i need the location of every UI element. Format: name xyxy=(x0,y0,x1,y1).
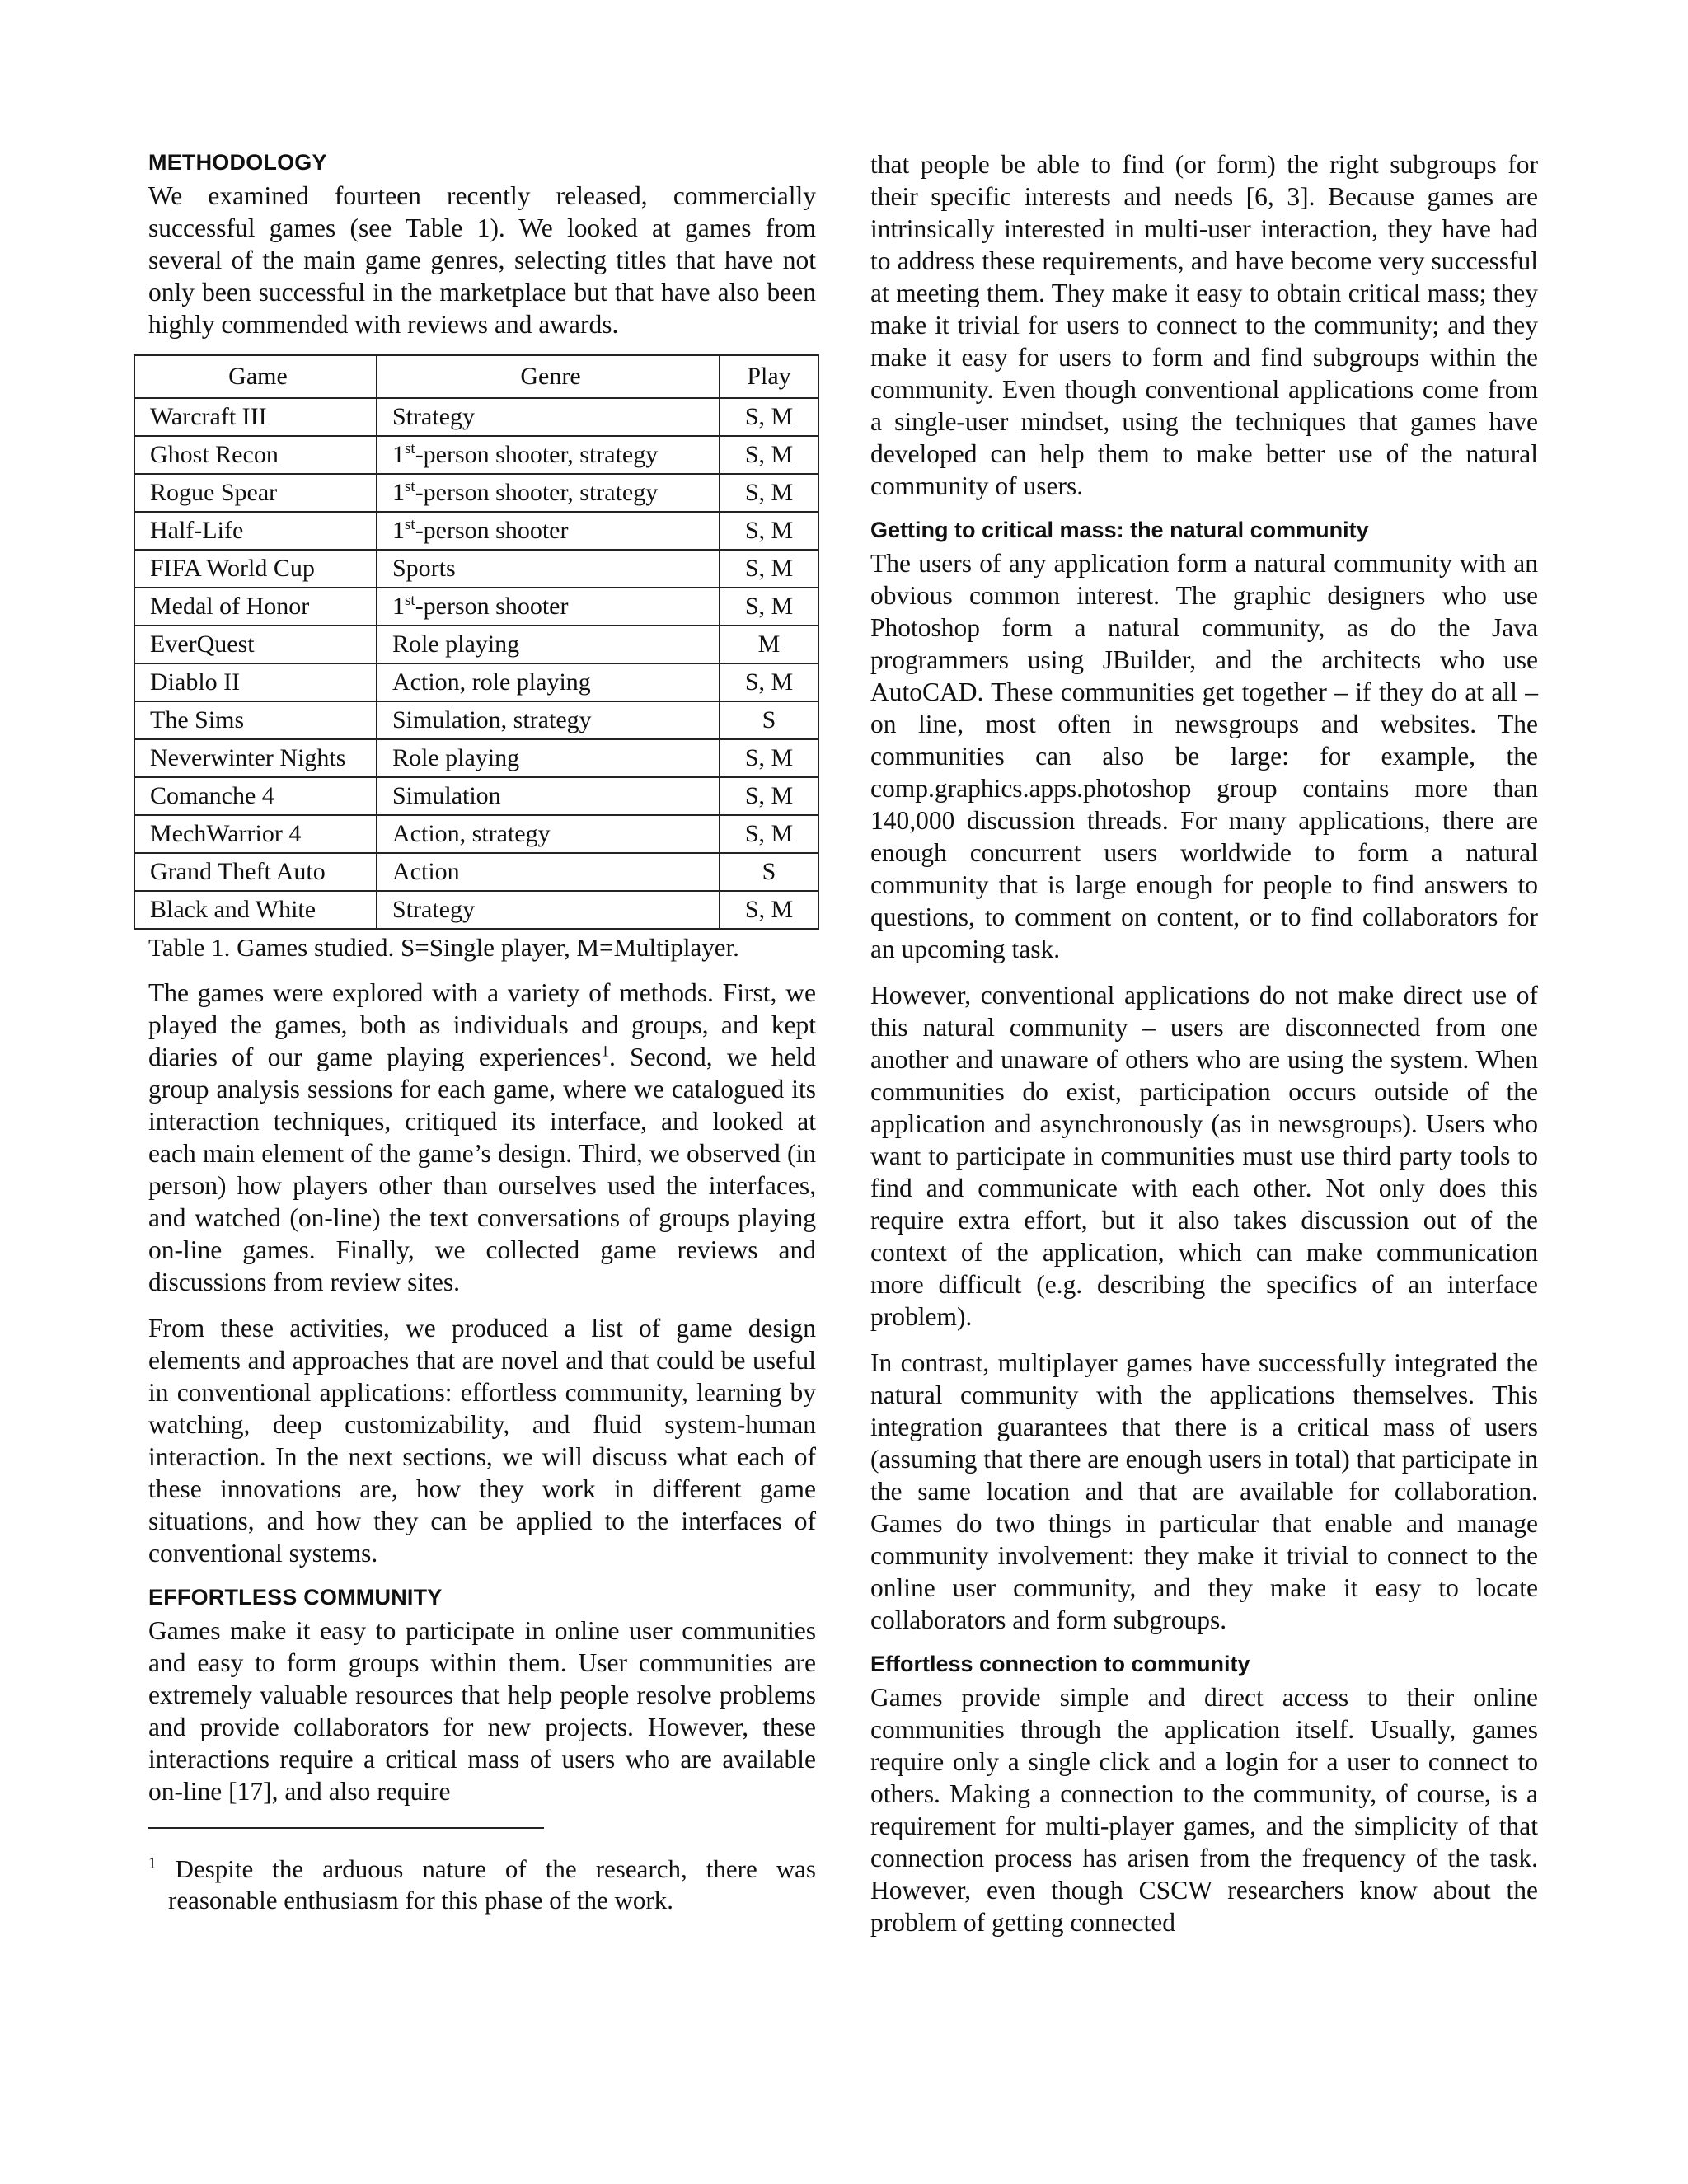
cell-game: Ghost Recon xyxy=(134,436,377,474)
table-row xyxy=(134,512,818,550)
continued-paragraph: that people be able to find (or form) the right subgroups for their specific interests and needs [6, 3]. Because games are intrinsically interested in multi-user interaction, they have had to address these requirements, and have become very successful at meeting them. They make it easy to obtain critical mass; they make it trivial for users to connect to the community; and they make it easy for users to form and find subgroups within the community. Even though conventional applications come from a single-user mindset, using the techniques that games have developed can help them to make better use of the natural community of users. xyxy=(870,150,1538,500)
cell-play: S, M xyxy=(720,588,818,626)
right-column xyxy=(870,148,1538,1952)
cell-genre xyxy=(377,777,720,815)
cell-play: S, M xyxy=(720,739,818,777)
genre-ordinal-suffix: st xyxy=(405,440,415,457)
table-row xyxy=(134,739,818,777)
footnote-divider xyxy=(148,1827,544,1829)
cell-genre xyxy=(377,474,720,512)
cell-play: S, M xyxy=(720,398,818,436)
cell-play: S, M xyxy=(720,550,818,588)
cell-genre xyxy=(377,398,720,436)
footnote-text: Despite the arduous nature of the research, there was reasonable enthusiasm for this phase of the work. xyxy=(156,1854,816,1915)
cell-genre xyxy=(377,512,720,550)
table-row xyxy=(134,663,818,701)
cell-genre xyxy=(377,701,720,739)
connection-heading: Effortless connection to community xyxy=(870,1652,1250,1676)
cell-play: S, M xyxy=(720,474,818,512)
cell-play: S, M xyxy=(720,777,818,815)
cell-genre xyxy=(377,663,720,701)
cell-game: Rogue Spear xyxy=(134,474,377,512)
cell-game: Warcraft III xyxy=(134,398,377,436)
genre-text: -person shooter, strategy xyxy=(415,441,659,468)
cell-game: MechWarrior 4 xyxy=(134,815,377,853)
table-row xyxy=(134,777,818,815)
genre-ordinal: 1 xyxy=(392,441,405,468)
cell-genre xyxy=(377,588,720,626)
genre-ordinal: 1 xyxy=(392,593,405,620)
cell-play: S, M xyxy=(720,815,818,853)
cell-play: M xyxy=(720,626,818,663)
cell-genre xyxy=(377,436,720,474)
critical-mass-paragraph-2: However, conventional applications do not make direct use of this natural community – users are disconnected from one another and unaware of others who are using the system. When communities do exist, participation occurs outside of the application and asynchronously (as in newsgroups). Users who want to participate in communities must use third party tools to find and communicate with each other. Not only does this require extra effort, but it also takes discussion out of the context of the application, which can make communication more difficult (e.g. describing the specifics of an interface problem). xyxy=(870,981,1538,1331)
cell-genre xyxy=(377,626,720,663)
methodology-intro: We examined fourteen recently released, commercially successful games (see Table 1). We looked at games from several of the main game genres, selecting titles that have not only been successful in the marketplace but that have also been highly commended with reviews and awards. xyxy=(148,181,816,339)
table-row xyxy=(134,815,818,853)
table-row xyxy=(134,891,818,929)
cell-genre xyxy=(377,739,720,777)
genre-text: Sports xyxy=(392,555,456,582)
community-paragraph-1: Games make it easy to participate in online user communities and easy to form groups within them. User communities are extremely valuable resources that help people resolve problems and provide collaborators for new projects. However, these interactions require a critical mass of users who are available on-line [17], and also require xyxy=(148,1616,816,1806)
genre-text: Role playing xyxy=(392,744,520,771)
genre-ordinal-suffix: st xyxy=(405,592,415,609)
games-table-body xyxy=(134,398,818,929)
cell-play: S, M xyxy=(720,663,818,701)
table-row xyxy=(134,436,818,474)
critical-mass-paragraph-1: The users of any application form a natural community with an obvious common interest. The graphic designers who use Photoshop form a natural community, as do the Java programmers using JBuilder, and the architects who use AutoCAD. These communities get together – if they do at all – on line, most often in newsgroups and websites. The communities can also be large: for example, the comp.graphics.apps.photoshop group contains more than 140,000 discussion threads. For many applications, there are enough concurrent users worldwide to form a natural community that is large enough for people to find answers to questions, to comment on content, or to find collaborators for an upcoming task. xyxy=(870,549,1538,963)
genre-ordinal: 1 xyxy=(392,479,405,506)
genre-text: -person shooter xyxy=(415,517,569,544)
games-table xyxy=(134,354,819,930)
cell-genre xyxy=(377,550,720,588)
genre-text: Action, strategy xyxy=(392,820,551,847)
methods-paragraph-1 xyxy=(148,977,816,1298)
critical-mass-paragraph-3: In contrast, multiplayer games have successfully integrated the natural community with the applications themselves. This integration guarantees that there is a critical mass of users (assuming that there are enough users in total) that participate in the same location and that are available for collaboration. Games do two things in particular that enable and manage community involvement: they make it trivial to connect to the online user community, and they make it easy to locate collaborators and form subgroups. xyxy=(870,1348,1538,1634)
header-play: Play xyxy=(720,355,818,398)
header-game: Game xyxy=(134,355,377,398)
cell-game: Medal of Honor xyxy=(134,588,377,626)
cell-game: Comanche 4 xyxy=(134,777,377,815)
table-row xyxy=(134,398,818,436)
genre-text: Role playing xyxy=(392,630,520,658)
table-row xyxy=(134,588,818,626)
cell-game: EverQuest xyxy=(134,626,377,663)
cell-game: Diablo II xyxy=(134,663,377,701)
footnote-marker: 1 xyxy=(148,1854,157,1872)
cell-game: The Sims xyxy=(134,701,377,739)
cell-game: Neverwinter Nights xyxy=(134,739,377,777)
table-row xyxy=(134,626,818,663)
header-genre: Genre xyxy=(377,355,720,398)
footnote-ref[interactable]: 1 xyxy=(601,1043,609,1061)
left-column xyxy=(148,148,816,1916)
methods-paragraph-2: From these activities, we produced a list of game design elements and approaches that are novel and that could be useful in conventional applications: effortless community, learning by watching, deep customizability, and fluid system-human interaction. In the next sections, we will discuss what each of these innovations are, how they work in different game situations, and how they can be applied to the interfaces of conventional systems. xyxy=(148,1314,816,1568)
genre-text: Strategy xyxy=(392,896,475,923)
genre-text: -person shooter, strategy xyxy=(415,479,659,506)
table-row xyxy=(134,701,818,739)
cell-game: Black and White xyxy=(134,891,377,929)
cell-game: FIFA World Cup xyxy=(134,550,377,588)
footnote xyxy=(148,1854,816,1916)
methodology-heading: METHODOLOGY xyxy=(148,150,327,175)
cell-genre xyxy=(377,891,720,929)
cell-game: Grand Theft Auto xyxy=(134,853,377,891)
cell-genre xyxy=(377,815,720,853)
methods-text-a: The games were explored with a variety of methods. First, we played the games, both as individuals and groups, and kept diaries of our game playing experiences xyxy=(148,978,816,1071)
cell-play: S, M xyxy=(720,436,818,474)
table-caption: Table 1. Games studied. S=Single player, M=Multiplayer. xyxy=(148,933,739,962)
table-row xyxy=(134,550,818,588)
genre-text: Strategy xyxy=(392,403,475,430)
genre-text: Simulation xyxy=(392,782,501,809)
cell-play: S xyxy=(720,701,818,739)
genre-ordinal: 1 xyxy=(392,517,405,544)
cell-game: Half-Life xyxy=(134,512,377,550)
genre-text: Simulation, strategy xyxy=(392,706,592,733)
cell-play: S xyxy=(720,853,818,891)
genre-ordinal-suffix: st xyxy=(405,478,415,495)
effortless-community-heading: EFFORTLESS COMMUNITY xyxy=(148,1585,443,1610)
genre-text: -person shooter xyxy=(415,593,569,620)
methods-text-b: . Second, we held group analysis sessions for each game, where we catalogued its interaction techniques, critiqued its interface, and looked at each main element of the game’s design. Third, we observed (in person) how players other than ourselves used the interfaces, and watched (on-line) the text conversations of groups playing on-line games. Finally, we collected game reviews and discussions from review sites. xyxy=(148,1043,816,1296)
genre-ordinal-suffix: st xyxy=(405,516,415,533)
genre-text: Action xyxy=(392,858,460,885)
cell-genre xyxy=(377,853,720,891)
table-row xyxy=(134,853,818,891)
genre-text: Action, role playing xyxy=(392,668,591,696)
cell-play: S, M xyxy=(720,512,818,550)
cell-play: S, M xyxy=(720,891,818,929)
table-row xyxy=(134,474,818,512)
critical-mass-heading: Getting to critical mass: the natural community xyxy=(870,518,1369,542)
connection-paragraph-1: Games provide simple and direct access to their online communities through the application itself. Usually, games require only a single click and a login for a user to connect to others. Making a connection to the community, of course, is a requirement for multi-player games, and the simplicity of that connection process has arisen from the frequency of the task. However, even though CSCW researchers know about the problem of getting connected xyxy=(870,1683,1538,1937)
table-header-row xyxy=(134,355,818,398)
